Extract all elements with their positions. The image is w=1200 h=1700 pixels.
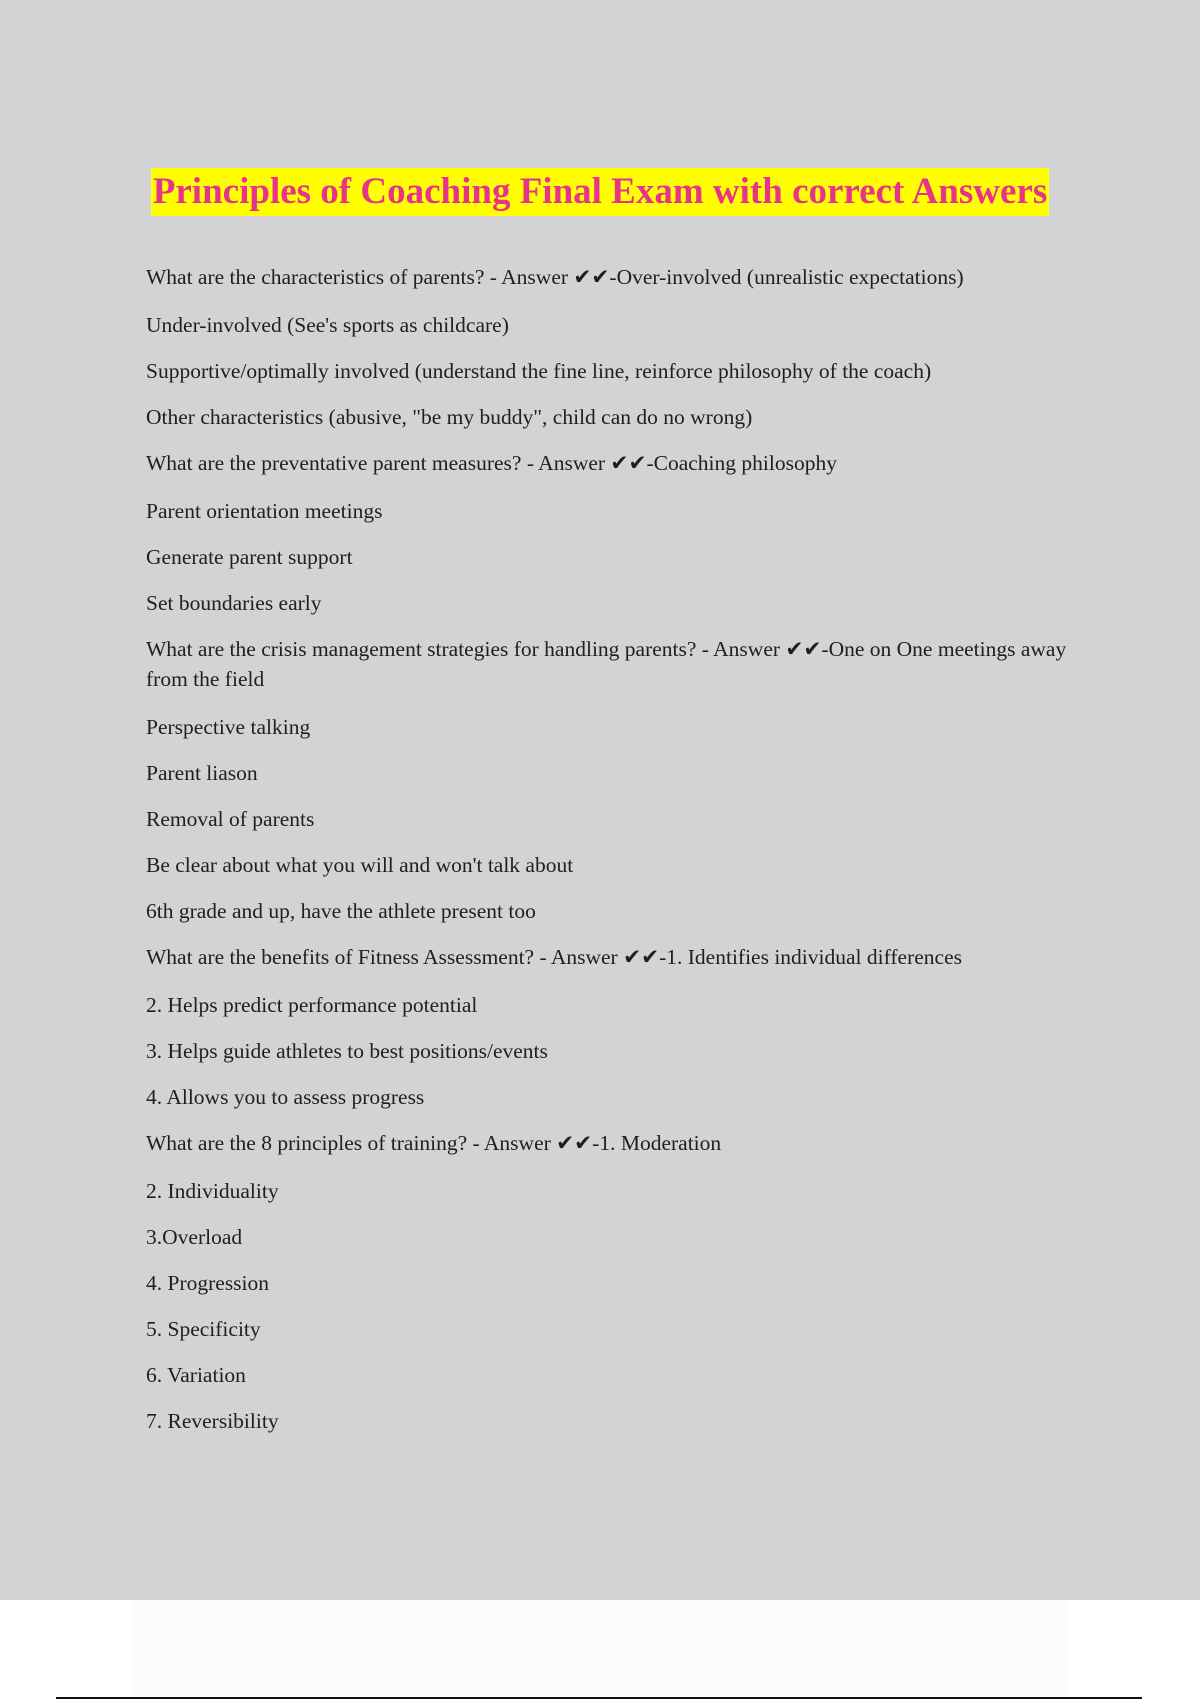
answer-line: Set boundaries early <box>146 591 322 615</box>
answer-line: Supportive/optimally involved (understand the fine line, reinforce philosophy of the coach) <box>146 359 932 383</box>
answer-line: 4. Allows you to assess progress <box>146 1085 425 1109</box>
document-title: Principles of Coaching Final Exam with correct Answers <box>151 168 1049 216</box>
question-line: What are the crisis management strategies for handling parents? - Answer ✔✔-One on One meetings away from the field <box>146 637 1067 691</box>
answer-line: 2. Individuality <box>146 1179 279 1203</box>
answer-line: Parent orientation meetings <box>146 499 383 523</box>
question-line: What are the 8 principles of training? - Answer ✔✔-1. Moderation <box>146 1131 722 1155</box>
answer-line: 4. Progression <box>146 1271 270 1295</box>
page-footer <box>0 1600 1200 1700</box>
answer-line: 3.Overload <box>146 1225 243 1249</box>
answer-line: 6. Variation <box>146 1363 246 1387</box>
footer-divider <box>56 1697 1142 1699</box>
answer-line: 3. Helps guide athletes to best positions/events <box>146 1039 548 1063</box>
answer-line: Perspective talking <box>146 715 311 739</box>
footer-panel <box>130 1600 1070 1696</box>
answer-line: Be clear about what you will and won't talk about <box>146 853 574 877</box>
answer-line: Removal of parents <box>146 807 315 831</box>
question-line: What are the characteristics of parents? - Answer ✔✔-Over-involved (unrealistic expectations) <box>146 265 964 289</box>
answer-line: Parent liason <box>146 761 258 785</box>
question-line: What are the benefits of Fitness Assessment? - Answer ✔✔-1. Identifies individual differences <box>146 945 962 969</box>
answer-line: 6th grade and up, have the athlete present too <box>146 899 536 923</box>
question-line: What are the preventative parent measures? - Answer ✔✔-Coaching philosophy <box>146 451 837 475</box>
qa-content <box>146 262 1076 1452</box>
title-container <box>0 168 1200 216</box>
answer-line: 7. Reversibility <box>146 1409 279 1433</box>
answer-line: Other characteristics (abusive, "be my buddy", child can do no wrong) <box>146 405 753 429</box>
answer-line: Generate parent support <box>146 545 353 569</box>
answer-line: 2. Helps predict performance potential <box>146 993 478 1017</box>
answer-line: Under-involved (See's sports as childcare) <box>146 313 509 337</box>
answer-line: 5. Specificity <box>146 1317 261 1341</box>
